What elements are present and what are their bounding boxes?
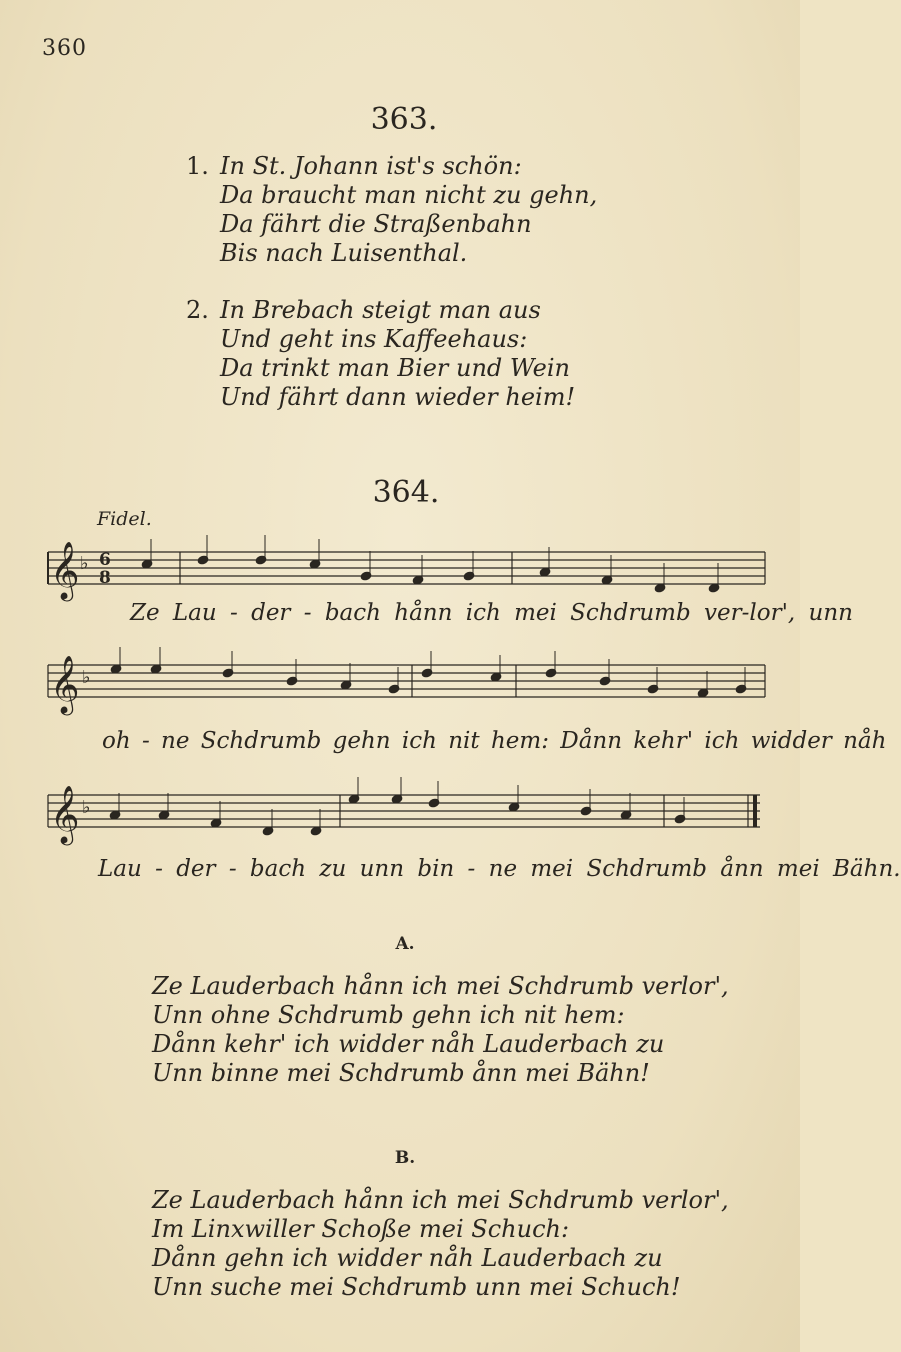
instrument-label: Fidel. xyxy=(97,508,152,530)
verse-line: Ze Lauderbach hånn ich mei Schdrumb verlor', xyxy=(152,972,729,1000)
time-signature-bottom: 8 xyxy=(99,568,111,588)
music-staff-1 xyxy=(0,515,800,599)
variant-b-label: B. xyxy=(394,1148,416,1168)
song-363-number: 363. xyxy=(370,102,438,137)
verse-2 xyxy=(220,296,575,412)
verse-line: Da trinkt man Bier und Wein xyxy=(220,354,570,382)
variant-a-text xyxy=(152,972,729,1088)
verse-line: Dånn gehn ich widder nåh Lauderbach zu xyxy=(152,1244,663,1272)
treble-clef-icon: 𝄞 xyxy=(50,541,80,599)
verse-line: Bis nach Luisenthal. xyxy=(220,239,468,267)
verse-line: Unn ohne Schdrumb gehn ich nit hem: xyxy=(152,1001,625,1029)
song-364-number: 364. xyxy=(372,475,440,510)
flat-icon: ♭ xyxy=(80,553,89,574)
verse-line: Im Linxwiller Schoße mei Schuch: xyxy=(152,1215,570,1243)
variant-a-label: A. xyxy=(395,934,415,954)
verse-line: Ze Lauderbach hånn ich mei Schdrumb verlor', xyxy=(152,1186,729,1214)
treble-clef-icon: 𝄞 xyxy=(50,785,80,843)
verse-line: Da fährt die Straßenbahn xyxy=(220,210,532,238)
lyrics-line-3: Lau - der - bach zu unn bin - ne mei Schdrumb ånn mei Bähn. xyxy=(98,856,901,882)
music-staff-2 xyxy=(0,645,800,725)
verse-line: In St. Johann ist's schön: xyxy=(220,152,522,180)
verse-line: Und geht ins Kaffeehaus: xyxy=(220,325,528,353)
verse-line: Und fährt dann wieder heim! xyxy=(220,383,576,411)
verse-1 xyxy=(220,152,597,268)
verse-line: Da braucht man nicht zu gehn, xyxy=(220,181,598,209)
flat-icon: ♭ xyxy=(82,667,91,688)
verse-line: Unn suche mei Schdrumb unn mei Schuch! xyxy=(152,1273,681,1301)
music-staff-3 xyxy=(0,775,800,855)
page-number: 360 xyxy=(42,36,87,61)
verse-2-number: 2. xyxy=(186,296,209,324)
verse-line: In Brebach steigt man aus xyxy=(220,296,541,324)
lyrics-line-1: Ze Lau - der - bach hånn ich mei Schdrumb ver-lor', unn xyxy=(130,600,853,626)
time-signature-top: 6 xyxy=(99,550,111,570)
flat-icon: ♭ xyxy=(82,797,91,818)
verse-1-number: 1. xyxy=(186,152,209,180)
variant-b-text xyxy=(152,1186,729,1302)
verse-line: Dånn kehr' ich widder nåh Lauderbach zu xyxy=(152,1030,665,1058)
lyrics-line-2: oh - ne Schdrumb gehn ich nit hem: Dånn kehr' ich widder nåh xyxy=(102,728,887,754)
treble-clef-icon: 𝄞 xyxy=(50,655,80,713)
verse-line: Unn binne mei Schdrumb ånn mei Bähn! xyxy=(152,1059,650,1087)
